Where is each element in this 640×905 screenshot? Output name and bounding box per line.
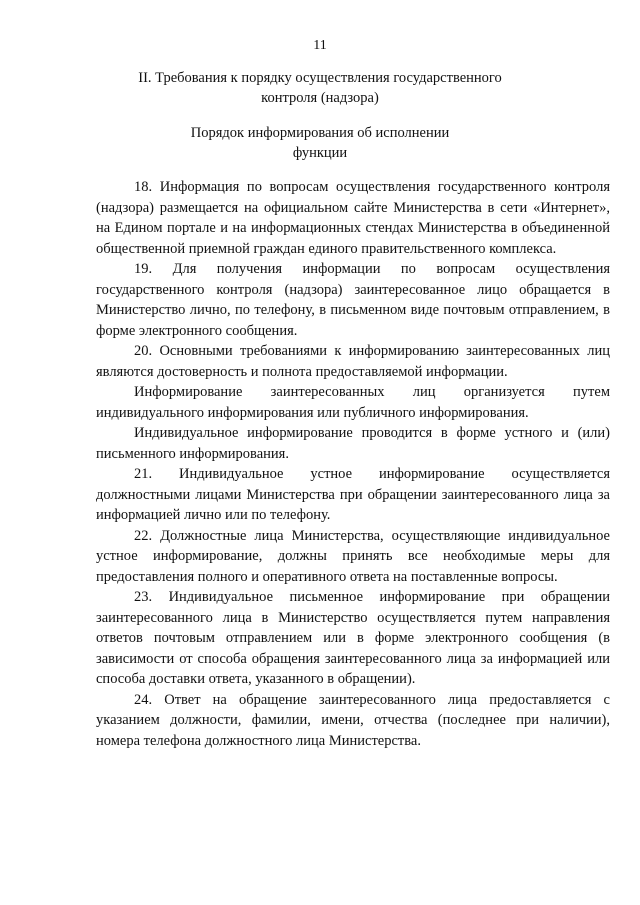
paragraph-18: 18. Информация по вопросам осуществления государственного контроля (надзора) размещается на официальном сайте Министерства в сети «Интернет», на Едином портале и на информационных стендах Министерства в объединенной общественной приемной граждан единого правительственного комплекса. (96, 179, 610, 257)
paragraph-24: 24. Ответ на обращение заинтересованного лица предоставляется с указанием должности, фамилии, имени, отчества (последнее при наличии), номера телефона должностного лица Министерства. (96, 691, 610, 749)
paragraph-20-individual-forms: Индивидуальное информирование проводится в форме устного и (или) письменного информирования. (96, 425, 610, 462)
section-title (120, 68, 520, 108)
paragraph-20-informing-methods: Информирование заинтересованных лиц организуется путем индивидуального информирования или публичного информирования. (96, 384, 610, 421)
page-number: 11 (313, 38, 327, 53)
section-title-line-2: контроля (надзора) (261, 90, 379, 106)
paragraph-21: 21. Индивидуальное устное информирование осуществляется должностными лицами Министерства при обращении заинтересованного лица за информацией лично или по телефону. (96, 466, 610, 523)
section-subtitle (120, 123, 520, 163)
document-body (96, 177, 610, 751)
paragraph-20: 20. Основными требованиями к информированию заинтересованных лиц являются достоверность и полнота предоставляемой информации. (96, 343, 610, 380)
section-subtitle-line-2: функции (292, 145, 348, 161)
section-subtitle-line-1: Порядок информирования об исполнении (190, 125, 450, 141)
paragraph-22: 22. Должностные лица Министерства, осуществляющие индивидуальное устное информирование, должны принять все необходимые меры для предоставления полного и оперативного ответа на поставленные вопросы. (96, 527, 610, 585)
section-title-line-1: II. Требования к порядку осуществления государственного (138, 70, 502, 86)
paragraph-23: 23. Индивидуальное письменное информирование при обращении заинтересованного лица в Министерство осуществляется путем направления ответов почтовым отправлением или в форме электронного сообщения (в зависимости от способа обращения заинтересованного лица за информацией или способа доставки ответа, указанного в обращении). (96, 589, 610, 687)
paragraph-19: 19. Для получения информации по вопросам осуществления государственного контроля (надзора) заинтересованное лицо обращается в Министерство лично, по телефону, в письменном виде почтовым отправлением, в форме электронного сообщения. (96, 261, 610, 339)
